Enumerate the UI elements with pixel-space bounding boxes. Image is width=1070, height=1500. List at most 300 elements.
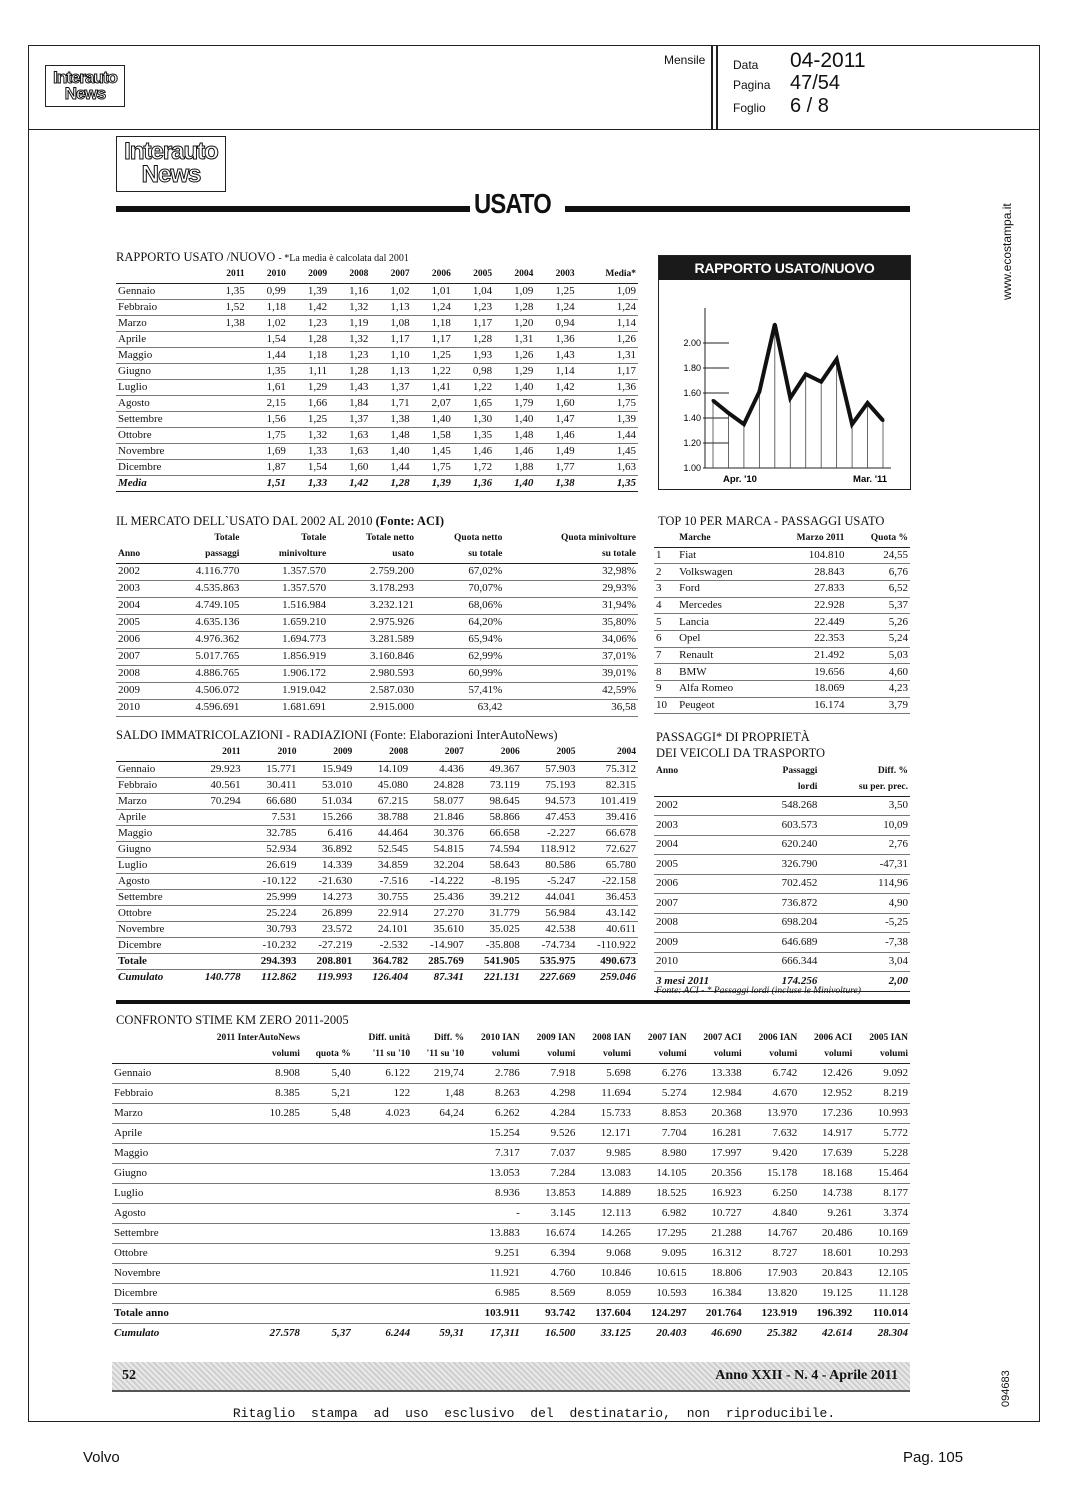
table-cell: 2003 xyxy=(116,580,160,597)
table-cell: 8.936 xyxy=(466,1183,522,1203)
table-cell: Giugno xyxy=(116,363,205,379)
table-cell: 1.856.919 xyxy=(241,648,328,665)
table-cell: Febbraio xyxy=(112,1083,189,1103)
table-cell: Ottobre xyxy=(116,427,205,443)
table-cell: 11.128 xyxy=(854,1283,910,1303)
table-cell: 8 xyxy=(654,664,677,681)
table-cell: 1,14 xyxy=(535,363,576,379)
table-cell: -5,25 xyxy=(819,913,910,933)
table-cell: 17,311 xyxy=(490,1326,520,1339)
table-cell: 19.125 xyxy=(799,1283,854,1303)
table-cell: Fiat xyxy=(677,547,767,564)
table-row xyxy=(116,648,638,665)
table-cell xyxy=(353,1303,412,1323)
table-cell: -2.227 xyxy=(522,825,578,841)
table-cell: 25.382 xyxy=(767,1326,798,1339)
table-cell: 1,42 xyxy=(288,299,329,315)
header-row xyxy=(654,780,910,796)
table-cell xyxy=(412,1303,466,1323)
table-cell: 10.846 xyxy=(577,1263,633,1283)
table-cell xyxy=(189,1203,302,1223)
table-cell: 10.169 xyxy=(854,1223,910,1243)
table-cell: Agosto xyxy=(112,1203,189,1223)
table-row xyxy=(112,1063,910,1083)
table-cell: 1.681.691 xyxy=(241,699,328,716)
table-cell: 535.975 xyxy=(522,953,578,969)
table-cell xyxy=(412,1243,466,1263)
table-cell: 1,40 xyxy=(494,475,535,491)
table-cell: 74.594 xyxy=(466,841,522,857)
table-cell: 4.506.072 xyxy=(160,682,241,699)
table-cell: 5,37 xyxy=(331,1326,351,1339)
table-cell: 40.611 xyxy=(578,921,638,937)
table-cell: 9.068 xyxy=(577,1243,633,1263)
table-cell: 1,24 xyxy=(535,299,576,315)
table-cell: 2.786 xyxy=(466,1063,522,1083)
table-cell: 9.420 xyxy=(744,1143,800,1163)
column-header: 2007 IAN xyxy=(647,1033,687,1044)
table-cell: -74.734 xyxy=(522,937,578,953)
table-cell: 1,32 xyxy=(329,299,370,315)
t2-source: (Fonte: ACI) xyxy=(375,514,444,528)
table-cell xyxy=(189,1223,302,1243)
table-cell: Luglio xyxy=(116,857,187,873)
table-cell: 1,41 xyxy=(412,379,453,395)
table-cell: 1.357.570 xyxy=(241,563,328,580)
column-header: passaggi xyxy=(160,547,241,563)
table-cell: 20.356 xyxy=(689,1163,744,1183)
table-cell: 1,47 xyxy=(535,411,576,427)
data-point xyxy=(789,397,792,400)
table-cell xyxy=(205,475,246,491)
table-cell: 75.312 xyxy=(578,761,638,777)
table-cell: 1,31 xyxy=(577,347,638,363)
logo-line2: News xyxy=(141,161,201,188)
table-cell: 1,09 xyxy=(577,283,638,299)
table-cell: 94.573 xyxy=(522,793,578,809)
t4-title-text: SALDO IMMATRICOLAZIONI - RADIAZIONI xyxy=(116,728,368,742)
table-cell: 70,07% xyxy=(416,580,504,597)
t5-source: Fonte: ACI - * Passaggi lordi (incluse le Minivolture) xyxy=(656,986,861,996)
table-cell: 16.674 xyxy=(522,1223,578,1243)
column-header: usato xyxy=(328,547,416,563)
table-cell: 26.619 xyxy=(243,857,299,873)
table-cell: 1,93 xyxy=(453,347,494,363)
table-cell: 1,54 xyxy=(288,459,329,475)
table-cell: 1,35 xyxy=(453,427,494,443)
table-cell: 10.593 xyxy=(633,1283,689,1303)
table-cell: 2.759.200 xyxy=(328,563,416,580)
data-point xyxy=(742,423,745,426)
column-header: '11 su '10 xyxy=(412,1047,466,1063)
data-point xyxy=(851,423,854,426)
table-cell: Aprile xyxy=(116,331,205,347)
header-divider xyxy=(716,45,718,130)
table-cell: 9.092 xyxy=(854,1063,910,1083)
table-cell: 49.367 xyxy=(466,761,522,777)
table-cell: 1,23 xyxy=(453,299,494,315)
column-header: Totale netto xyxy=(366,533,414,544)
logo xyxy=(45,65,125,107)
table-cell: 5,26 xyxy=(846,614,910,631)
table-row xyxy=(116,841,638,857)
table-cell: 1,26 xyxy=(577,331,638,347)
column-header: volumi xyxy=(522,1047,578,1063)
table-cell: 73.119 xyxy=(466,777,522,793)
table-cell: 16.384 xyxy=(689,1283,744,1303)
table-cell: Totale xyxy=(116,953,187,969)
table-row xyxy=(654,816,910,836)
table-row xyxy=(654,547,910,564)
table-cell: 1,46 xyxy=(535,427,576,443)
column-header: 2011 xyxy=(187,745,243,761)
table-cell: 52.545 xyxy=(354,841,410,857)
table-row xyxy=(116,475,638,491)
table-cell: -110.922 xyxy=(578,937,638,953)
table-row xyxy=(116,631,638,648)
table-row xyxy=(116,873,638,889)
table-cell xyxy=(187,857,243,873)
table-row xyxy=(116,969,638,985)
table-cell: 1.357.570 xyxy=(241,580,328,597)
table-cell: 2,15 xyxy=(247,395,288,411)
table-cell: Dicembre xyxy=(116,937,187,953)
table-cell: 7.284 xyxy=(522,1163,578,1183)
table-cell: 1,48 xyxy=(412,1083,466,1103)
table-cell xyxy=(302,1243,353,1263)
column-header: 2008 IAN xyxy=(592,1033,632,1044)
table-row xyxy=(112,1263,910,1283)
table-cell: 1,40 xyxy=(412,411,453,427)
table-cell: 0,99 xyxy=(247,283,288,299)
table-cell xyxy=(353,1223,412,1243)
table-cell: Dicembre xyxy=(112,1283,189,1303)
header-row xyxy=(654,764,910,780)
table-cell: 36,58 xyxy=(504,699,638,716)
table-row xyxy=(116,682,638,699)
table-cell: 1,29 xyxy=(288,379,329,395)
table-cell: 10.993 xyxy=(854,1103,910,1123)
table-cell xyxy=(189,1303,302,1323)
table-cell: 1,63 xyxy=(577,459,638,475)
table-cell: 1,44 xyxy=(247,347,288,363)
table-cell: 702.452 xyxy=(752,874,820,894)
table-cell xyxy=(187,873,243,889)
table-cell: 44.464 xyxy=(354,825,410,841)
table-cell: 5.274 xyxy=(633,1083,689,1103)
column-header: Quota minivolture xyxy=(560,533,636,544)
table-cell: 1,09 xyxy=(494,283,535,299)
table-row xyxy=(116,347,638,363)
table-cell: 15.949 xyxy=(298,761,354,777)
column-header: volumi xyxy=(744,1047,800,1063)
table-cell: 1,22 xyxy=(412,363,453,379)
table-cell: 1,44 xyxy=(370,459,411,475)
column-header: 2010 IAN xyxy=(480,1033,520,1044)
table-cell: 4.749.105 xyxy=(160,597,241,614)
t1-note: - *La media è calcolata dal 2001 xyxy=(278,253,409,264)
table-cell: 15.733 xyxy=(577,1103,633,1123)
table-cell: 31.779 xyxy=(466,905,522,921)
table-cell: -47,31 xyxy=(819,855,910,875)
table-cell xyxy=(353,1163,412,1183)
table-cell: 33.125 xyxy=(600,1326,632,1339)
table-cell xyxy=(412,1283,466,1303)
table-cell xyxy=(189,1243,302,1263)
table-cell: 9.095 xyxy=(633,1243,689,1263)
table-cell: 1,54 xyxy=(247,331,288,347)
table-cell: Gennaio xyxy=(116,283,205,299)
table-cell: 17.295 xyxy=(633,1223,689,1243)
table-cell: -14.222 xyxy=(410,873,466,889)
table-cell: 21.492 xyxy=(767,647,847,664)
y-tick-label: 1.60 xyxy=(683,388,701,398)
table-cell: -35.808 xyxy=(466,937,522,953)
table-cell: 60,99% xyxy=(416,665,504,682)
table-cell: Settembre xyxy=(116,889,187,905)
table-cell: 1,88 xyxy=(494,459,535,475)
table-cell: 1,69 xyxy=(247,443,288,459)
chart-title: RAPPORTO USATO/NUOVO xyxy=(659,256,910,280)
table-cell xyxy=(353,1183,412,1203)
table-cell: Settembre xyxy=(116,411,205,427)
column-header: Totale xyxy=(301,533,327,544)
table-cell: -10.232 xyxy=(243,937,299,953)
table-cell: 2004 xyxy=(654,835,752,855)
table-cell: 28.304 xyxy=(877,1326,908,1339)
column-header: Passaggi xyxy=(782,766,818,777)
table-cell: 1,24 xyxy=(577,299,638,315)
table-cell: 196.392 xyxy=(799,1303,854,1323)
table-row xyxy=(654,796,910,816)
table-cell: 101.419 xyxy=(578,793,638,809)
page-number: 52 xyxy=(122,1368,136,1383)
table-cell: -8.195 xyxy=(466,873,522,889)
column-header: 2006 IAN xyxy=(758,1033,798,1044)
table-cell: 24,55 xyxy=(846,547,910,564)
column-header: volumi xyxy=(577,1047,633,1063)
table-cell: Aprile xyxy=(116,809,187,825)
table-cell: -7.516 xyxy=(354,873,410,889)
table-cell: 2,76 xyxy=(819,835,910,855)
column-header: Marzo 2011 xyxy=(767,531,847,547)
table-cell xyxy=(187,905,243,921)
pagina-value: 47/54 xyxy=(790,72,841,94)
table-cell: 34.859 xyxy=(354,857,410,873)
table-cell: 4.976.362 xyxy=(160,631,241,648)
chart-svg xyxy=(659,280,909,488)
table-cell: 0,94 xyxy=(535,315,576,331)
table-cell: 39,01% xyxy=(504,665,638,682)
table-cell: 9.251 xyxy=(466,1243,522,1263)
table-cell: 2,00 xyxy=(819,972,910,992)
table-cell: 1,77 xyxy=(535,459,576,475)
column-header: lordi xyxy=(752,780,820,796)
table-cell: 119.993 xyxy=(317,970,353,983)
table-row xyxy=(112,1243,910,1263)
table-cell: 31,94% xyxy=(504,597,638,614)
table-cell: 2008 xyxy=(654,913,752,933)
table-cell: 5.772 xyxy=(854,1123,910,1143)
table-cell: - xyxy=(466,1203,522,1223)
table-cell xyxy=(412,1183,466,1203)
table-cell: 110.014 xyxy=(854,1303,910,1323)
table-cell: 140.778 xyxy=(204,970,241,983)
table-cell: 294.393 xyxy=(243,953,299,969)
table-row xyxy=(654,697,910,714)
table-cell: 82.315 xyxy=(578,777,638,793)
table-cell: 51.034 xyxy=(298,793,354,809)
table-cell: -27.219 xyxy=(298,937,354,953)
table-cell: 4,90 xyxy=(819,894,910,914)
table-cell: 14.889 xyxy=(577,1183,633,1203)
table-cell: 17.639 xyxy=(799,1143,854,1163)
table-cell: 112.862 xyxy=(261,970,297,983)
table-cell: 620.240 xyxy=(752,835,820,855)
table-cell: 4,60 xyxy=(846,664,910,681)
column-header: 2011 xyxy=(205,267,246,283)
table-cell: Agosto xyxy=(116,873,187,889)
table-cell: 3.178.293 xyxy=(328,580,416,597)
table-cell: 2006 xyxy=(116,631,160,648)
table-cell: Gennaio xyxy=(112,1063,189,1083)
t2-title-text: IL MERCATO DELL`USATO DAL 2002 AL 2010 xyxy=(116,514,373,528)
table-cell: 1,37 xyxy=(370,379,411,395)
series-line xyxy=(713,324,883,424)
table-cell: 2010 xyxy=(116,699,160,716)
table-cell: Gennaio xyxy=(116,761,187,777)
table-cell: 65.780 xyxy=(578,857,638,873)
t4-table xyxy=(116,745,638,985)
table-cell: 208.801 xyxy=(298,953,354,969)
table-cell: 1,75 xyxy=(412,459,453,475)
table-cell: 14.339 xyxy=(298,857,354,873)
table-cell: 16.312 xyxy=(689,1243,744,1263)
column-header: 2005 xyxy=(453,267,494,283)
data-point xyxy=(866,402,869,405)
table-cell xyxy=(302,1123,353,1143)
table-cell xyxy=(353,1143,412,1163)
table-cell: Volkswagen xyxy=(677,564,767,581)
table-cell: 5,03 xyxy=(846,647,910,664)
table-cell: Maggio xyxy=(116,347,205,363)
table-cell: 18.806 xyxy=(689,1263,744,1283)
table-cell xyxy=(353,1203,412,1223)
table-cell: 1,33 xyxy=(288,443,329,459)
table-cell: 1,35 xyxy=(577,475,638,491)
table-cell: 1,17 xyxy=(577,363,638,379)
table-cell: 6.262 xyxy=(466,1103,522,1123)
table-cell: 1,63 xyxy=(329,427,370,443)
table-row xyxy=(116,665,638,682)
table-cell: 1,02 xyxy=(247,315,288,331)
table-cell: 12.105 xyxy=(854,1263,910,1283)
table-row xyxy=(116,699,638,716)
table-cell: 490.673 xyxy=(578,953,638,969)
table-cell: 5,37 xyxy=(846,597,910,614)
column-header: volumi xyxy=(689,1047,744,1063)
table-cell: 4.596.691 xyxy=(160,699,241,716)
table-row xyxy=(112,1163,910,1183)
table-cell xyxy=(205,459,246,475)
table-cell: 20.368 xyxy=(689,1103,744,1123)
table-cell: 6.742 xyxy=(744,1063,800,1083)
table-cell: 30.376 xyxy=(410,825,466,841)
column-header xyxy=(654,780,752,796)
table-cell: 7.317 xyxy=(466,1143,522,1163)
table-cell: 1,32 xyxy=(329,331,370,347)
table-cell: 3 xyxy=(654,580,677,597)
table-row xyxy=(116,614,638,631)
table-cell: 12.952 xyxy=(799,1083,854,1103)
table-cell: 8.219 xyxy=(854,1083,910,1103)
table-cell: 67,02% xyxy=(416,563,504,580)
column-header: 2005 IAN xyxy=(869,1033,908,1044)
table-cell: 6.416 xyxy=(298,825,354,841)
table-row xyxy=(116,777,638,793)
table-cell xyxy=(189,1163,302,1183)
table-cell: 67.215 xyxy=(354,793,410,809)
table-cell: 1,35 xyxy=(247,363,288,379)
data-point xyxy=(727,412,730,415)
table-cell: 52.934 xyxy=(243,841,299,857)
t1-title xyxy=(116,250,409,265)
table-cell xyxy=(412,1223,466,1243)
issue-label: Anno XXII - N. 4 - Aprile 2011 xyxy=(715,1368,898,1383)
table-cell xyxy=(302,1303,353,1323)
table-cell: 2009 xyxy=(654,933,752,953)
table-cell: 13.853 xyxy=(522,1183,578,1203)
table-cell: 3,04 xyxy=(819,952,910,972)
table-cell: Giugno xyxy=(112,1163,189,1183)
table-cell xyxy=(189,1123,302,1143)
table-cell: 35.025 xyxy=(466,921,522,937)
table-cell: 2009 xyxy=(116,682,160,699)
table-cell: 66.678 xyxy=(578,825,638,841)
table-cell: 24.101 xyxy=(354,921,410,937)
table-cell: 8.263 xyxy=(466,1083,522,1103)
table-cell xyxy=(302,1263,353,1283)
table-cell: 8.569 xyxy=(522,1283,578,1303)
table-cell: 6.394 xyxy=(522,1243,578,1263)
column-header: minivolture xyxy=(241,547,328,563)
table-cell: 1,87 xyxy=(247,459,288,475)
column-header: '11 su '10 xyxy=(353,1047,412,1063)
column-header: 2010 xyxy=(243,745,299,761)
table-cell: 11.694 xyxy=(577,1083,633,1103)
table-cell: Ottobre xyxy=(116,905,187,921)
table-cell: 1,79 xyxy=(494,395,535,411)
table-cell: 1,75 xyxy=(247,427,288,443)
table-cell: 20.403 xyxy=(656,1326,687,1339)
table-row xyxy=(654,855,910,875)
t4-source: (Fonte: Elaborazioni InterAutoNews) xyxy=(370,728,558,742)
table-row xyxy=(116,905,638,921)
table-cell: 21.288 xyxy=(689,1223,744,1243)
table-cell: 1,49 xyxy=(535,443,576,459)
table-cell: Renault xyxy=(677,647,767,664)
table-cell: 1,31 xyxy=(494,331,535,347)
table-cell: Luglio xyxy=(116,379,205,395)
table-cell: 32.785 xyxy=(243,825,299,841)
table-cell: 13.883 xyxy=(466,1223,522,1243)
side-url: www.ecostampa.it xyxy=(1000,203,1014,300)
column-header xyxy=(654,531,677,547)
table-cell: 75.193 xyxy=(522,777,578,793)
column-header: Quota % xyxy=(846,531,910,547)
header-row xyxy=(654,531,910,547)
table-cell: 1,52 xyxy=(205,299,246,315)
